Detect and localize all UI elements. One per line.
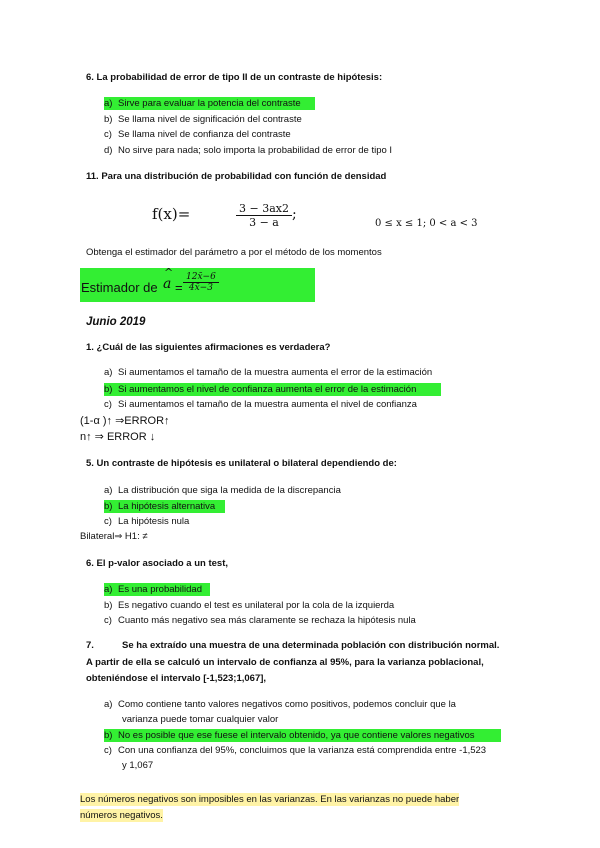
j7-option-a-cont: varianza puede tomar cualquier valor (122, 714, 279, 725)
estimator-label: Estimador de (81, 280, 158, 295)
option-text: La hipótesis nula (118, 516, 190, 527)
fraction-separator: ; (291, 206, 297, 223)
option-text: Se llama nivel de significación del contraste (118, 114, 302, 125)
j7-number: 7. (86, 640, 94, 651)
density-condition: 0 ≤ x ≤ 1; 0 < a < 3 (375, 218, 478, 229)
option-text: Sirve para evaluar la potencia del contraste (118, 98, 301, 109)
option-text: Cuanto más negativo sea más claramente se rechaza la hipótesis nula (118, 615, 416, 626)
j7-line-3: obteniéndose el intervalo [-1,523;1,067], (86, 673, 267, 684)
option-text: Si aumentamos el nivel de confianza aumenta el error de la estimación (118, 384, 417, 395)
density-fraction (236, 202, 297, 229)
option-label: c) (104, 129, 112, 140)
option-label: a) (104, 367, 113, 378)
j1-note-sample: n↑ ⇒ ERROR ↓ (80, 431, 156, 443)
option-label: c) (104, 615, 112, 626)
section-heading: Junio 2019 (86, 316, 146, 328)
j5-option-b (104, 500, 225, 513)
j5-note: Bilateral⇒ H1: ≠ (80, 531, 148, 542)
estimator-fraction (183, 272, 219, 293)
j1-option-a (104, 367, 432, 378)
j7-note-line-2 (80, 810, 163, 821)
j6-option-c (104, 615, 416, 626)
j1-note-confidence: (1-α )↑ ⇒ERROR↑ (80, 415, 170, 427)
option-label: b) (104, 730, 113, 741)
j5-title: 5. Un contraste de hipótesis es unilateral o bilateral dependiendo de: (86, 458, 397, 469)
option-label: b) (104, 600, 113, 611)
option-label: a) (104, 699, 113, 710)
j6-option-b (104, 600, 394, 611)
fraction-numerator: 3 − 3ax2 (236, 202, 292, 216)
option-label: b) (104, 384, 113, 395)
estimator-variable: a (163, 276, 172, 292)
estimator-equals: = (175, 280, 183, 295)
q6-option-d (104, 145, 392, 156)
option-label: b) (104, 501, 113, 512)
j5-option-a (104, 485, 341, 496)
q11-prompt: Obtenga el estimador del parámetro a por el método de los momentos (86, 247, 382, 258)
estimator-numerator: 12x̄−6 (183, 272, 219, 283)
option-label: d) (104, 145, 113, 156)
option-text: Es negativo cuando el test es unilateral por la cola de la izquierda (118, 600, 395, 611)
j7-note-line-1 (80, 794, 459, 805)
j1-option-c (104, 399, 417, 410)
j1-title: 1. ¿Cuál de las siguientes afirmaciones es verdadera? (86, 342, 331, 353)
option-label: b) (104, 114, 113, 125)
q6-option-c (104, 129, 291, 140)
option-label: c) (104, 399, 112, 410)
option-text: No es posible que ese fuese el intervalo obtenido, ya que contiene valores negativos (118, 730, 475, 741)
estimator-symbol (163, 266, 174, 292)
option-text: Como contiene tanto valores negativos como positivos, podemos concluir que la (118, 699, 456, 710)
estimator-denominator: 4x̄−3 (188, 283, 213, 293)
j7-option-a (104, 699, 456, 710)
option-text: Es una probabilidad (118, 584, 202, 595)
option-text: La hipótesis alternativa (118, 501, 216, 512)
option-text: Si aumentamos el tamaño de la muestra aumenta el error de la estimación (118, 367, 433, 378)
note-text: Los números negativos son imposibles en las varianzas. En las varianzas no puede haber (80, 794, 460, 805)
option-text: Si aumentamos el tamaño de la muestra aumenta el nivel de confianza (118, 399, 417, 410)
j7-line-1: Se ha extraído una muestra de una determinada población con distribución normal. (122, 640, 500, 651)
j7-line-2: A partir de ella se calculó un intervalo de confianza al 95%, para la varianza poblacional, (86, 657, 484, 668)
option-text: Con una confianza del 95%, concluimos que la varianza está comprendida entre -1,523 (118, 745, 487, 756)
hat-accent: ^ (164, 266, 174, 279)
j1-option-b (104, 383, 441, 396)
density-function-label: f(x)= (152, 205, 191, 223)
j7-option-b (104, 729, 501, 742)
option-label: a) (104, 485, 113, 496)
question-11-title: 11. Para una distribución de probabilidad con función de densidad (86, 171, 387, 182)
option-label: a) (104, 98, 113, 109)
question-6-title: 6. La probabilidad de error de tipo II de un contraste de hipótesis: (86, 72, 383, 83)
fraction-denominator: 3 − a (249, 216, 279, 229)
option-label: c) (104, 516, 112, 527)
j7-option-c (104, 745, 486, 756)
q6-option-b (104, 114, 302, 125)
option-text: Se llama nivel de confianza del contraste (118, 129, 291, 140)
j7-option-c-cont: y 1,067 (122, 760, 154, 771)
option-text: La distribución que siga la medida de la discrepancia (118, 485, 341, 496)
option-label: a) (104, 584, 113, 595)
q6-option-a (104, 97, 315, 110)
option-label: c) (104, 745, 112, 756)
j6-option-a (104, 583, 210, 596)
j6-title: 6. El p-valor asociado a un test, (86, 558, 229, 569)
option-text: No sirve para nada; solo importa la probabilidad de error de tipo I (118, 145, 393, 156)
note-text: números negativos. (80, 810, 163, 821)
j5-option-c (104, 516, 189, 527)
